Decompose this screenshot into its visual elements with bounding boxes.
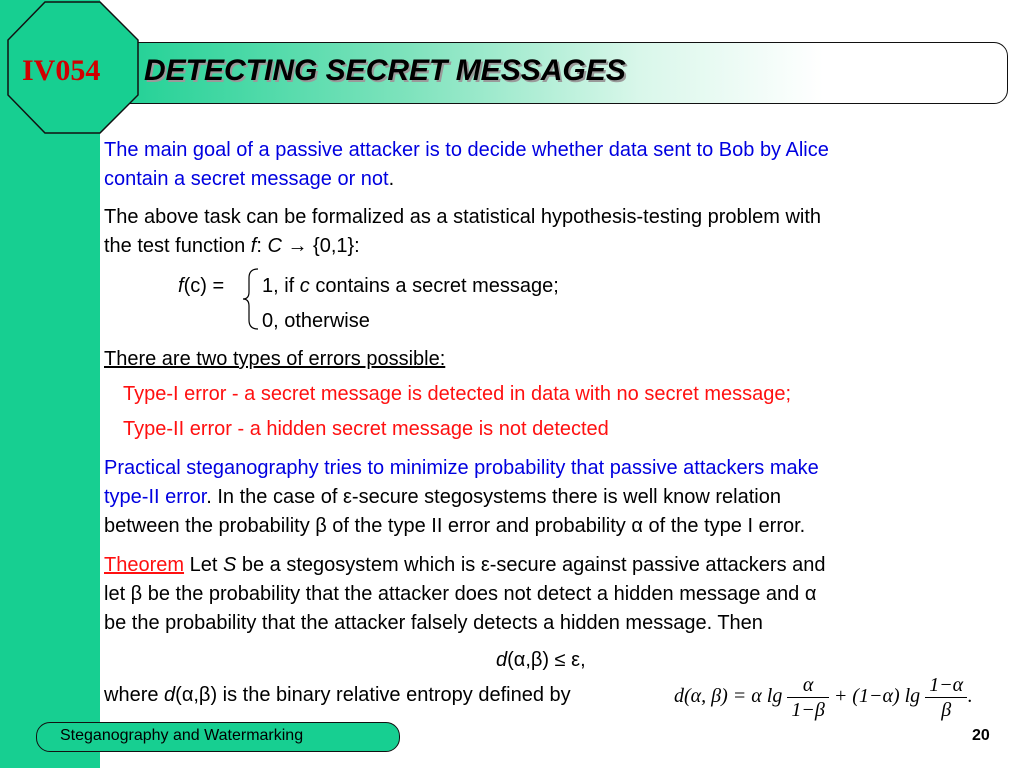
case-one-c: c — [299, 275, 310, 297]
case-zero: 0, otherwise — [262, 310, 370, 332]
errors-heading: There are two types of errors possible: — [104, 348, 446, 370]
entropy-formula — [674, 666, 972, 726]
error-type-two: Type-II error - a hidden secret message is not detected — [123, 418, 609, 440]
goal-period: . — [388, 168, 395, 190]
theorem-line2: let β be the probability that the attacker does not detect a hidden message and α — [104, 583, 817, 605]
case-one — [262, 272, 559, 301]
formula-mid: + (1−α) lg — [833, 685, 921, 707]
theorem-label: Theorem — [104, 554, 185, 576]
case-brace — [240, 266, 264, 332]
frac2-den: β — [941, 698, 952, 721]
paragraph-goal-line2 — [104, 165, 394, 194]
practical-blue: type-II error — [104, 486, 207, 508]
page-title: DETECTING SECRET MESSAGES — [144, 54, 626, 87]
frac1-den: 1−β — [791, 698, 825, 721]
paragraph-goal-line1: The main goal of a passive attacker is to decide whether data sent to Bob by Alice — [104, 139, 829, 161]
theorem-line3: be the probability that the attacker falsely detects a hidden message. Then — [104, 612, 763, 634]
where-line — [104, 681, 571, 710]
ineq-rest: (α,β) ≤ ε, — [507, 649, 586, 671]
func-colon: : — [256, 235, 268, 257]
where-text: where — [104, 684, 165, 706]
page-number: 20 — [972, 727, 990, 744]
course-code: IV054 — [22, 54, 101, 87]
theorem-S: S — [222, 554, 237, 576]
paragraph-formalized-line1: The above task can be formalized as a statistical hypothesis-testing problem with — [104, 206, 822, 228]
formalized-text: the test function — [104, 235, 251, 257]
where-rest: (α,β) is the binary relative entropy defined by — [175, 684, 571, 706]
theorem-line1 — [104, 551, 826, 580]
func-domain: C — [267, 235, 282, 257]
case-lhs-rest: (c) = — [183, 275, 225, 297]
func-f: f — [250, 235, 257, 257]
theorem-rest: be a stegosystem which is ε-secure against passive attackers and — [236, 554, 826, 576]
frac2-num: 1−α — [925, 673, 967, 698]
formula-end: . — [967, 685, 973, 707]
case-one-value: 1, if — [262, 275, 300, 297]
frac1-num: α — [787, 673, 828, 698]
case-lhs — [178, 272, 224, 301]
paragraph-formalized-line2 — [104, 232, 360, 261]
paragraph-practical-line2 — [104, 483, 781, 512]
func-codomain: → {0,1}: — [281, 235, 360, 257]
fraction-two — [925, 673, 967, 722]
ineq-d: d — [496, 649, 508, 671]
paragraph-practical-line1: Practical steganography tries to minimize probability that passive attackers make — [104, 457, 819, 479]
fraction-one — [787, 673, 828, 722]
error-type-one: Type-I error - a secret message is detected in data with no secret message; — [123, 383, 792, 405]
formula-lhs: d(α, β) = α lg — [674, 685, 783, 707]
case-one-condition: contains a secret message; — [309, 275, 559, 297]
case-f: f — [178, 275, 184, 297]
theorem-let: Let — [184, 554, 223, 576]
inequality — [496, 646, 586, 675]
footer-course-name: Steganography and Watermarking — [60, 727, 304, 744]
paragraph-practical-line3: between the probability β of the type II error and probability α of the type I error. — [104, 515, 806, 537]
practical-rest: . In the case of ε-secure stegosystems there is well know relation — [206, 486, 781, 508]
where-d: d — [164, 684, 176, 706]
goal-text: contain a secret message or not — [104, 168, 389, 190]
